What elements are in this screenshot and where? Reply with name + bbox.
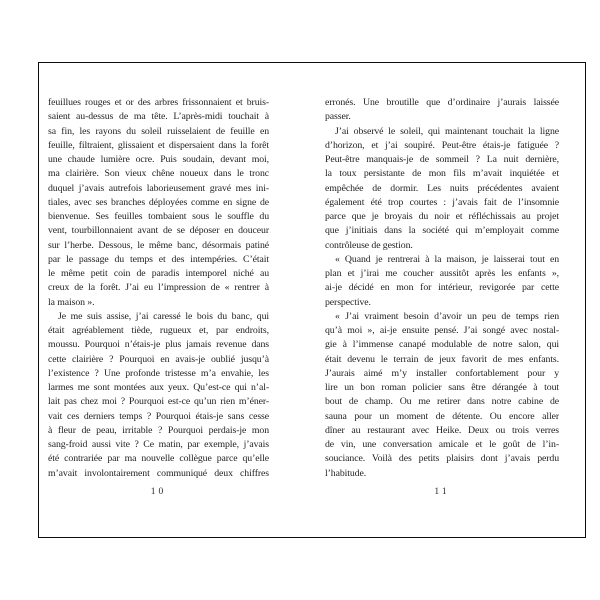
text-line: gie à l’immense canapé modulable de notre salon, qui (325, 339, 559, 351)
text-line: dîner au restaurant avec Heike. Deux ou trois verres (325, 424, 559, 436)
text-line: une chaude lumière ocre. Puis soudain, devant moi, (48, 154, 269, 165)
text-line: feuille, filtraient, glissaient et dispersaient dans la forêt (48, 139, 269, 151)
text-line: à fleur de peau, irritable ? Pourquoi perdais-je mon (48, 424, 269, 436)
text-line: moussu. Pourquoi n’étais-je plus jamais revenue dans (48, 339, 269, 351)
text-line: feuillues rouges et or des arbres frissonnaient et bruis- (48, 97, 269, 108)
text-line: duquel j’avais autrefois laborieusement gravé mes ini- (48, 182, 269, 194)
text-line: sang-froid aussi vite ? Ce matin, par exemple, j’avais (48, 439, 269, 450)
text-line: Je me suis assise, j’ai caressé le bois du banc, qui (58, 310, 269, 322)
text-line: lait pas chez moi ? Pourquoi est-ce qu’un rien m’éner- (48, 396, 269, 408)
text-line: bout de champ. Ou me retirer dans notre cabine de (325, 396, 559, 408)
text-line: sauna pour un moment de détente. Ou encore aller (325, 410, 559, 422)
text-line: la toux persistante de mon fils m’avait inquiétée et (325, 168, 559, 180)
text-line: saient au-dessus de ma tête. L’après-midi touchait à (48, 111, 269, 123)
text-line: J’aurais aimé m’y installer confortablement pour y (325, 367, 559, 379)
page-number-right: 11 (434, 487, 450, 497)
text-line: « Quand je rentrerai à la maison, je laisserai tout en (335, 253, 559, 265)
text-line: m’avait involontairement communiqué deux chiffres (48, 467, 269, 479)
page-number-left: 10 (150, 487, 167, 497)
text-line: souciance. Voilà des petits plaisirs dont j’avais perdu (325, 453, 559, 465)
text-line: contrôleuse de gestion. (325, 239, 413, 251)
text-line: parce que je broyais du noir et réfléchissais au projet (325, 211, 559, 222)
text-line: était devenu le terrain de jeux favorit de mes enfants. (325, 353, 559, 365)
text-line: sa fin, les rayons du soleil ruisselaient de feuille en (48, 125, 269, 137)
text-line: cette clairière ? Pourquoi en avais-je oublié jusqu’à (48, 353, 269, 365)
text-line: ai-je décidé en mon for intérieur, revigorée par cette (325, 282, 559, 294)
text-line: sur l’herbe. Dessous, le même banc, désormais patiné (48, 239, 269, 251)
text-line: vent, tourbillonnaient avant de se déposer en douceur (48, 225, 269, 237)
text-line: « J’ai vraiment besoin d’avoir un peu de temps rien (335, 310, 559, 322)
page-spread-frame (38, 62, 586, 538)
text-line: par le passage du temps et des intempéries. C’était (48, 253, 269, 265)
book-page-left (48, 96, 269, 481)
text-line: bienvenue. Ses feuilles tombaient sous le souffle du (48, 211, 269, 222)
text-line: été contrariée par ma nouvelle collègue parce qu’elle (48, 453, 269, 465)
text-line: J’ai observé le soleil, qui maintenant touchait la ligne (335, 125, 559, 137)
text-line: perspective. (325, 296, 371, 308)
text-line: la maison ». (48, 296, 95, 308)
text-line: ma clairière. Son vieux chêne noueux dans le tronc (48, 168, 269, 180)
text-line: était agréablement tiède, rugueux et, par endroits, (48, 325, 269, 336)
text-line: de vin, une conversation amicale et le goût de l’in- (325, 439, 559, 450)
text-line: creux de la forêt. J’ai eu l’impression de « rentrer à (48, 282, 269, 294)
text-line: lire un bon roman policier sans être dérangée à tout (325, 382, 559, 393)
text-line: d’horizon, et j’ai soupiré. Peut-être étais-je fatiguée ? (325, 139, 559, 151)
text-line: le même petit coin de paradis intemporel niché au (48, 268, 269, 279)
text-line: l’existence ? Une profonde tristesse m’a envahie, les (48, 367, 269, 379)
text-line: tiales, avec ses branches déployées comme en signe de (48, 196, 269, 208)
text-line: larmes me sont montées aux yeux. Qu’est-ce qui n’al- (48, 382, 269, 393)
text-line: erronés. Une broutille que d’ordinaire j’aurais laissée (325, 97, 559, 108)
text-line: plan et j’irai me coucher aussitôt après les enfants », (325, 268, 559, 279)
text-line: vait ces derniers temps ? Pourquoi étais-je sans cesse (48, 410, 269, 422)
text-line: que j’initiais dans la société qui m’employait comme (325, 225, 559, 237)
text-line: passer. (325, 111, 351, 123)
text-line: empêchée de dormir. Les nuits précédentes avaient (325, 182, 559, 194)
book-page-right (325, 96, 559, 481)
text-line: également été trop courtes : j’avais fait de l’insomnie (325, 196, 559, 208)
text-line: qu’à moi », ai-je ensuite pensé. J’ai songé avec nostal- (325, 325, 559, 336)
text-line: l’habitude. (325, 467, 367, 479)
text-line: Peut-être manquais-je de sommeil ? La nuit dernière, (325, 154, 559, 165)
